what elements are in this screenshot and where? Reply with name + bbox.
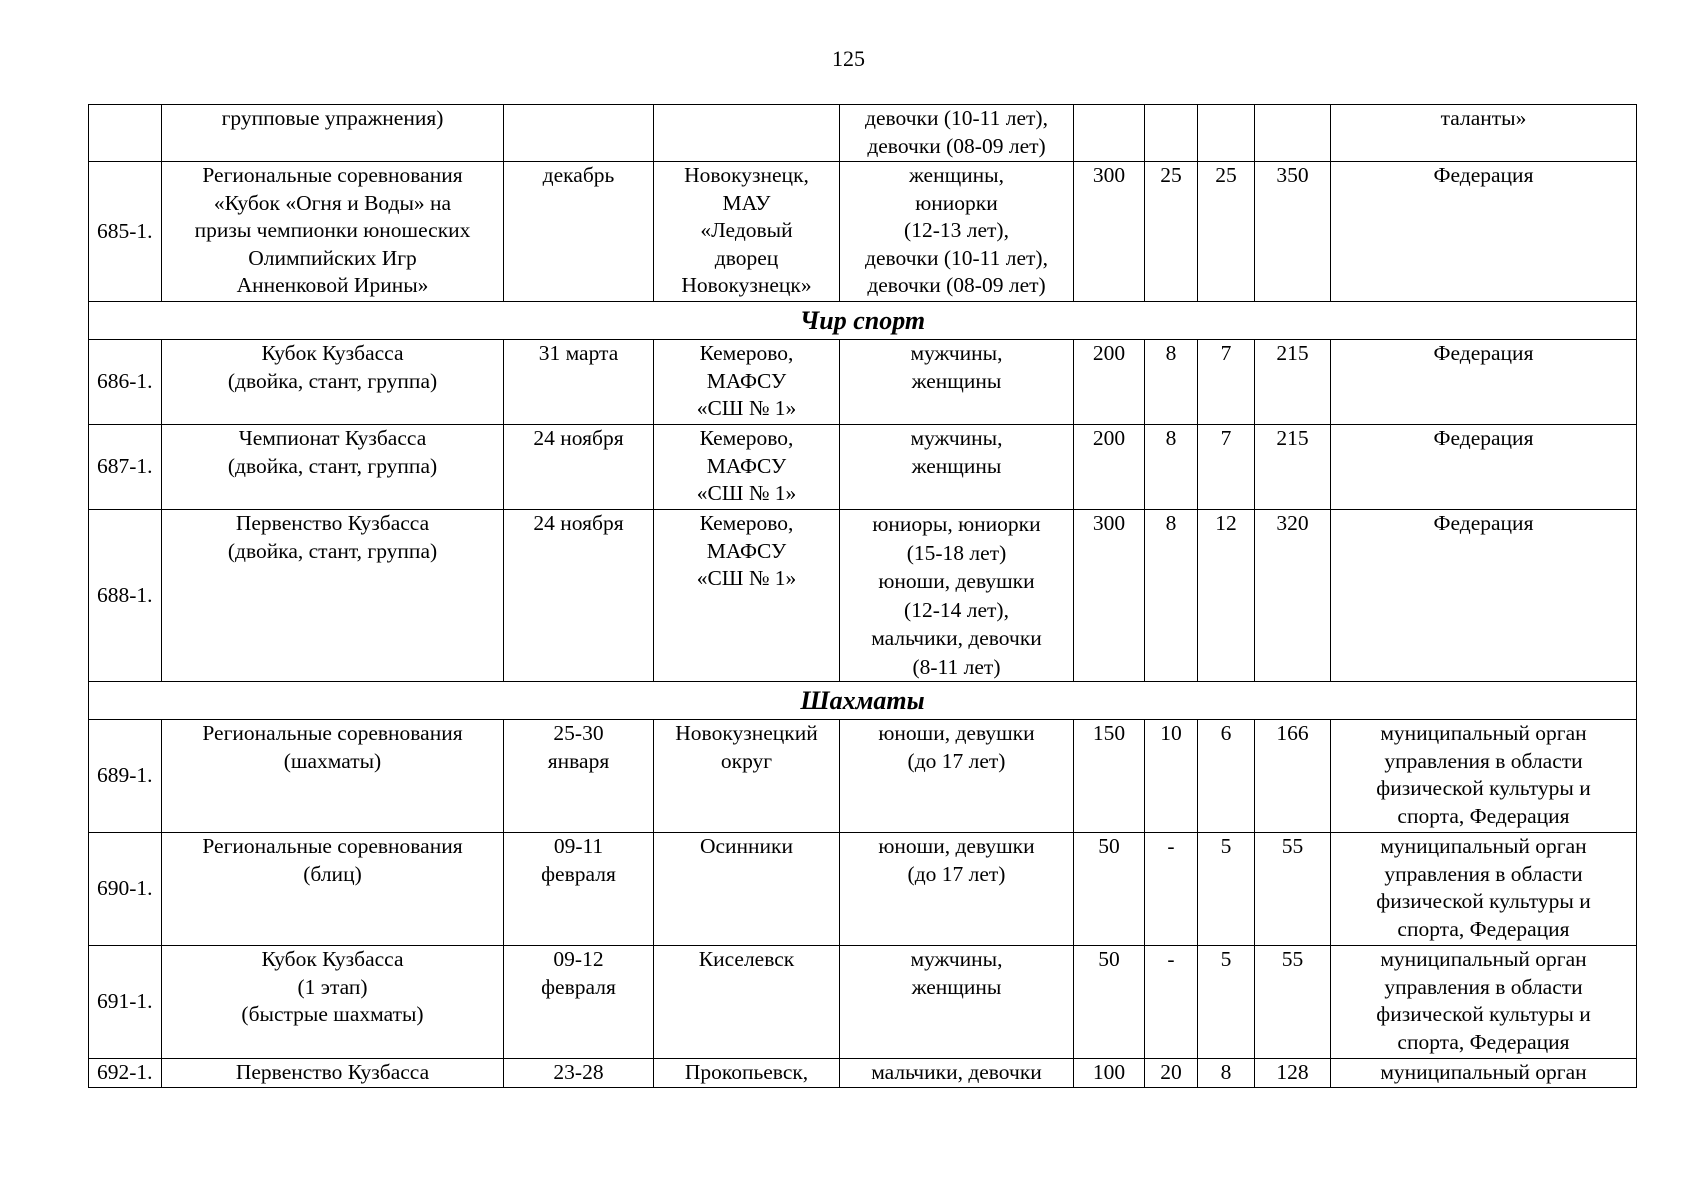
- event-participants-line: юноши, девушки: [878, 721, 1035, 745]
- event-place-line: Киселевск: [698, 947, 795, 971]
- event-participants-line: мальчики, девочки: [871, 626, 1042, 650]
- participants-count: 300: [1074, 162, 1145, 302]
- event-date-line: января: [547, 748, 610, 773]
- event-place-line: Новокузнецкий: [675, 721, 818, 745]
- event-place: [654, 105, 840, 162]
- event-participants-line: (8-11 лет): [912, 654, 1001, 679]
- section-title: Шахматы: [89, 682, 1637, 720]
- total-count: 55: [1255, 833, 1331, 946]
- event-name-line: (блиц): [303, 861, 362, 886]
- coaches-count: 20: [1145, 1059, 1198, 1088]
- event-organizer: [1331, 720, 1637, 833]
- event-date-line: февраля: [541, 861, 616, 886]
- event-name: [162, 1059, 504, 1088]
- event-participants-line: девочки (10-11 лет),: [865, 106, 1048, 130]
- coaches-count: -: [1145, 946, 1198, 1059]
- participants-count: 50: [1074, 833, 1145, 946]
- event-participants-line: юноши, девушки: [878, 569, 1035, 593]
- event-participants-line: юниоры, юниорки: [872, 512, 1041, 536]
- event-organizer-line: управления в области: [1384, 748, 1583, 773]
- event-place: [654, 946, 840, 1059]
- event-date-line: декабрь: [542, 163, 615, 187]
- event-name-line: (быстрые шахматы): [241, 1002, 424, 1026]
- event-number: 690-1.: [89, 833, 162, 946]
- event-date-line: 24 ноября: [533, 511, 624, 535]
- event-participants: [840, 1059, 1074, 1088]
- event-name-line: (двойка, стант, группа): [227, 453, 438, 478]
- table-row: [89, 946, 1637, 1059]
- event-date-line: 31 марта: [538, 341, 619, 365]
- event-organizer-line: Федерация: [1433, 341, 1534, 365]
- event-date: [504, 720, 654, 833]
- event-date-line: 23-28: [553, 1060, 604, 1084]
- event-name-line: призы чемпионки юношеских: [194, 218, 471, 242]
- event-number: 686-1.: [89, 340, 162, 425]
- event-participants-line: (12-14 лет),: [904, 597, 1009, 622]
- judges-count: 5: [1198, 946, 1255, 1059]
- event-place: [654, 720, 840, 833]
- event-place-line: дворец: [714, 245, 779, 270]
- event-date: [504, 510, 654, 682]
- event-name-line: (шахматы): [283, 748, 382, 773]
- total-count: 215: [1255, 340, 1331, 425]
- event-organizer: [1331, 946, 1637, 1059]
- event-participants-line: девочки (10-11 лет),: [865, 245, 1048, 270]
- event-name: [162, 425, 504, 510]
- event-organizer-line: управления в области: [1384, 974, 1583, 999]
- event-participants-line: женщины: [911, 453, 1002, 478]
- coaches-count: 10: [1145, 720, 1198, 833]
- event-place-line: округ: [720, 748, 773, 773]
- total-count: [1255, 105, 1331, 162]
- table-row: [89, 425, 1637, 510]
- event-participants-line: юниорки: [915, 190, 998, 215]
- event-participants-line: женщины: [911, 368, 1002, 393]
- event-participants-line: женщины,: [908, 163, 1004, 187]
- event-organizer-line: муниципальный орган: [1380, 1060, 1587, 1084]
- event-organizer-line: спорта, Федерация: [1397, 916, 1570, 941]
- event-date: [504, 1059, 654, 1088]
- event-place-line: «СШ № 1»: [696, 396, 797, 420]
- coaches-count: [1145, 105, 1198, 162]
- event-place-line: МАУ: [722, 190, 771, 215]
- event-place: [654, 833, 840, 946]
- event-place-line: МАФСУ: [706, 368, 787, 393]
- event-name-line: Кубок Кузбасса: [261, 341, 404, 365]
- event-organizer-line: спорта, Федерация: [1397, 803, 1570, 828]
- coaches-count: 8: [1145, 425, 1198, 510]
- event-name-line: групповые упражнения): [221, 106, 444, 130]
- event-date: [504, 833, 654, 946]
- event-number: 687-1.: [89, 425, 162, 510]
- section-title: Чир спорт: [89, 302, 1637, 340]
- participants-count: 50: [1074, 946, 1145, 1059]
- event-date: [504, 425, 654, 510]
- section-row: [89, 302, 1637, 340]
- coaches-count: 8: [1145, 340, 1198, 425]
- event-place-line: «Ледовый: [700, 218, 793, 242]
- judges-count: 7: [1198, 425, 1255, 510]
- table-row: [89, 510, 1637, 682]
- table-body: [89, 105, 1637, 1088]
- event-name-line: Первенство Кузбасса: [235, 511, 430, 535]
- judges-count: 8: [1198, 1059, 1255, 1088]
- event-organizer: [1331, 105, 1637, 162]
- event-participants-line: девочки (08-09 лет): [867, 133, 1046, 158]
- event-date-line: 09-11: [553, 834, 604, 858]
- participants-count: 100: [1074, 1059, 1145, 1088]
- event-name: [162, 340, 504, 425]
- event-participants: [840, 833, 1074, 946]
- event-participants: [840, 946, 1074, 1059]
- event-organizer-line: муниципальный орган: [1380, 834, 1587, 858]
- event-organizer-line: физической культуры и: [1376, 776, 1591, 800]
- event-place: [654, 510, 840, 682]
- event-organizer-line: Федерация: [1433, 426, 1534, 450]
- event-name-line: (двойка, стант, группа): [227, 538, 438, 563]
- event-place-line: Новокузнецк»: [681, 273, 812, 297]
- event-name-line: Анненковой Ирины»: [236, 273, 429, 297]
- event-name: [162, 105, 504, 162]
- section-row: [89, 682, 1637, 720]
- event-participants: [840, 510, 1074, 682]
- event-place: [654, 340, 840, 425]
- event-place-line: Кемерово,: [699, 511, 794, 535]
- judges-count: [1198, 105, 1255, 162]
- event-name-line: Чемпионат Кузбасса: [238, 426, 427, 450]
- event-place-line: Кемерово,: [699, 426, 794, 450]
- event-place-line: Кемерово,: [699, 341, 794, 365]
- judges-count: 5: [1198, 833, 1255, 946]
- event-name-line: Первенство Кузбасса: [235, 1060, 430, 1084]
- event-number: 692-1.: [89, 1059, 162, 1088]
- event-name: [162, 720, 504, 833]
- table-row: [89, 340, 1637, 425]
- event-date-line: февраля: [541, 974, 616, 999]
- event-name-line: Олимпийских Игр: [248, 245, 417, 270]
- event-number: 688-1.: [89, 510, 162, 682]
- total-count: 55: [1255, 946, 1331, 1059]
- event-participants: [840, 105, 1074, 162]
- event-place-line: Новокузнецк,: [684, 163, 809, 187]
- participants-count: 300: [1074, 510, 1145, 682]
- coaches-count: 25: [1145, 162, 1198, 302]
- event-place-line: МАФСУ: [706, 453, 787, 478]
- event-participants-line: женщины: [911, 974, 1002, 999]
- event-organizer-line: муниципальный орган: [1380, 721, 1587, 745]
- event-organizer: [1331, 162, 1637, 302]
- event-name-line: «Кубок «Огня и Воды» на: [213, 190, 452, 215]
- event-date-line: 25-30: [553, 721, 604, 745]
- event-participants-line: (15-18 лет): [906, 540, 1007, 565]
- event-participants-line: (12-13 лет),: [904, 218, 1009, 242]
- event-number: 691-1.: [89, 946, 162, 1059]
- participants-count: [1074, 105, 1145, 162]
- judges-count: 7: [1198, 340, 1255, 425]
- participants-count: 150: [1074, 720, 1145, 833]
- event-date: [504, 946, 654, 1059]
- page-number: 125: [832, 46, 865, 71]
- event-date: [504, 105, 654, 162]
- event-organizer-line: управления в области: [1384, 861, 1583, 886]
- judges-count: 25: [1198, 162, 1255, 302]
- event-participants: [840, 162, 1074, 302]
- event-organizer: [1331, 425, 1637, 510]
- event-place-line: «СШ № 1»: [696, 566, 797, 590]
- event-date-line: 09-12: [553, 947, 604, 971]
- table-row: [89, 1059, 1637, 1088]
- table-row: [89, 162, 1637, 302]
- event-place-line: Прокопьевск,: [684, 1060, 809, 1084]
- event-participants: [840, 425, 1074, 510]
- event-organizer-line: таланты»: [1440, 106, 1527, 130]
- event-name-line: Региональные соревнования: [202, 721, 463, 745]
- total-count: 215: [1255, 425, 1331, 510]
- event-date: [504, 340, 654, 425]
- event-place: [654, 425, 840, 510]
- event-participants-line: девочки (08-09 лет): [867, 273, 1046, 297]
- event-participants-line: (до 17 лет): [907, 861, 1006, 886]
- total-count: 320: [1255, 510, 1331, 682]
- event-date-line: 24 ноября: [533, 426, 624, 450]
- event-organizer: [1331, 1059, 1637, 1088]
- event-name-line: Региональные соревнования: [202, 834, 463, 858]
- event-organizer: [1331, 510, 1637, 682]
- event-organizer-line: Федерация: [1433, 511, 1534, 535]
- event-participants-line: мужчины,: [910, 426, 1003, 450]
- total-count: 128: [1255, 1059, 1331, 1088]
- event-name: [162, 833, 504, 946]
- total-count: 350: [1255, 162, 1331, 302]
- event-place-line: «СШ № 1»: [696, 481, 797, 505]
- event-organizer-line: Федерация: [1433, 163, 1534, 187]
- event-place-line: Осинники: [699, 834, 794, 858]
- event-name: [162, 510, 504, 682]
- event-place-line: МАФСУ: [706, 538, 787, 563]
- judges-count: 12: [1198, 510, 1255, 682]
- event-participants-line: мальчики, девочки: [871, 1060, 1042, 1084]
- event-name: [162, 162, 504, 302]
- participants-count: 200: [1074, 340, 1145, 425]
- coaches-count: -: [1145, 833, 1198, 946]
- event-organizer-line: муниципальный орган: [1380, 947, 1587, 971]
- event-number: 689-1.: [89, 720, 162, 833]
- event-participants: [840, 720, 1074, 833]
- competition-schedule-table: [88, 104, 1637, 1088]
- event-name-line: Кубок Кузбасса: [261, 947, 404, 971]
- coaches-count: 8: [1145, 510, 1198, 682]
- event-place: [654, 1059, 840, 1088]
- event-name-line: Региональные соревнования: [202, 163, 463, 187]
- event-participants-line: мужчины,: [910, 341, 1003, 365]
- event-number: [89, 105, 162, 162]
- participants-count: 200: [1074, 425, 1145, 510]
- event-name-line: (двойка, стант, группа): [227, 368, 438, 393]
- event-date: [504, 162, 654, 302]
- event-organizer-line: физической культуры и: [1376, 889, 1591, 913]
- event-name: [162, 946, 504, 1059]
- event-organizer: [1331, 833, 1637, 946]
- event-place: [654, 162, 840, 302]
- total-count: 166: [1255, 720, 1331, 833]
- event-organizer-line: физической культуры и: [1376, 1002, 1591, 1026]
- table-row: [89, 105, 1637, 162]
- event-participants-line: юноши, девушки: [878, 834, 1035, 858]
- event-organizer-line: спорта, Федерация: [1397, 1029, 1570, 1054]
- event-participants-line: (до 17 лет): [907, 748, 1006, 773]
- event-participants: [840, 340, 1074, 425]
- table-row: [89, 720, 1637, 833]
- event-participants-line: мужчины,: [910, 947, 1003, 971]
- event-organizer: [1331, 340, 1637, 425]
- event-number: 685-1.: [89, 162, 162, 302]
- judges-count: 6: [1198, 720, 1255, 833]
- event-name-line: (1 этап): [297, 974, 368, 999]
- table-row: [89, 833, 1637, 946]
